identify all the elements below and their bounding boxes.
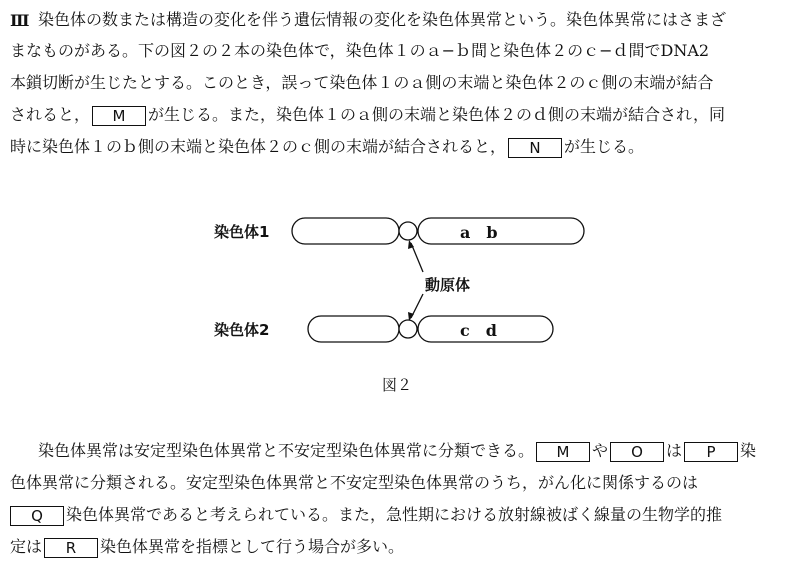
figure-caption: 図２ xyxy=(382,376,413,394)
para1-line4-start: されると， xyxy=(10,105,91,124)
para2-line1-ha: は xyxy=(666,441,683,460)
centromere-label: 動原体 xyxy=(425,276,471,294)
para1-line1: 染色体の数または構造の変化を伴う遺伝情報の変化を染色体異常という。染色体異常にはさまざ xyxy=(38,10,727,29)
answer-box-r[interactable]: R xyxy=(44,538,98,558)
section-number: Ⅲ xyxy=(10,11,30,30)
chromosome1-centromere xyxy=(399,222,417,240)
answer-box-o[interactable]: O xyxy=(610,442,664,462)
answer-box-q[interactable]: Q xyxy=(10,506,64,526)
para2-line1 xyxy=(38,441,756,462)
chromosome1-label: 染色体1 xyxy=(214,223,270,241)
chromosome2-left-arm xyxy=(308,316,399,342)
chromosome1-arm-text: a b xyxy=(460,223,498,242)
para2-line1-start: 染色体異常は安定型染色体異常と不安定型染色体異常に分類できる。 xyxy=(38,441,535,460)
para1-line5-end: が生じる。 xyxy=(564,137,645,156)
chromosome1-right-arm xyxy=(418,218,584,244)
chromosome2-label: 染色体2 xyxy=(214,321,270,339)
answer-box-m-2[interactable]: M xyxy=(536,442,590,462)
chromosome2-arm-text: c d xyxy=(460,321,497,340)
para2-line4-start: 定は xyxy=(10,537,43,556)
para1-line5-start: 時に染色体１のｂ側の末端と染色体２のｃ側の末端が結合されると， xyxy=(10,137,507,156)
para2-line1-end: 染 xyxy=(740,441,757,460)
para1-line3: 本鎖切断が生じたとする。このとき，誤って染色体１のａ側の末端と染色体２のｃ側の末端が結合 xyxy=(10,73,714,92)
para1-line4-end: が生じる。また，染色体１のａ側の末端と染色体２のｄ側の末端が結合され，同 xyxy=(148,105,725,124)
para2-line4 xyxy=(10,537,404,558)
para2-line2: 色体異常に分類される。安定型染色体異常と不安定型染色体異常のうち，がん化に関係するのは xyxy=(10,473,699,492)
para2-line3-end: 染色体異常であると考えられている。また，急性期における放射線被ばく線量の生物学的推 xyxy=(66,505,723,524)
para2-line4-end: 染色体異常を指標として行う場合が多い。 xyxy=(100,537,405,556)
answer-box-p[interactable]: P xyxy=(684,442,738,462)
chromosome1-left-arm xyxy=(292,218,399,244)
para2-line1-ya: や xyxy=(592,441,609,460)
answer-box-n[interactable]: N xyxy=(508,138,562,158)
answer-box-m[interactable]: M xyxy=(92,106,146,126)
para2-line3 xyxy=(10,505,722,526)
para1-line2: まなものがある。下の図２の２本の染色体で，染色体１のａ−ｂ間と染色体２のｃ−ｄ間でDNA2 xyxy=(10,41,710,60)
chromosome2-centromere xyxy=(399,320,417,338)
